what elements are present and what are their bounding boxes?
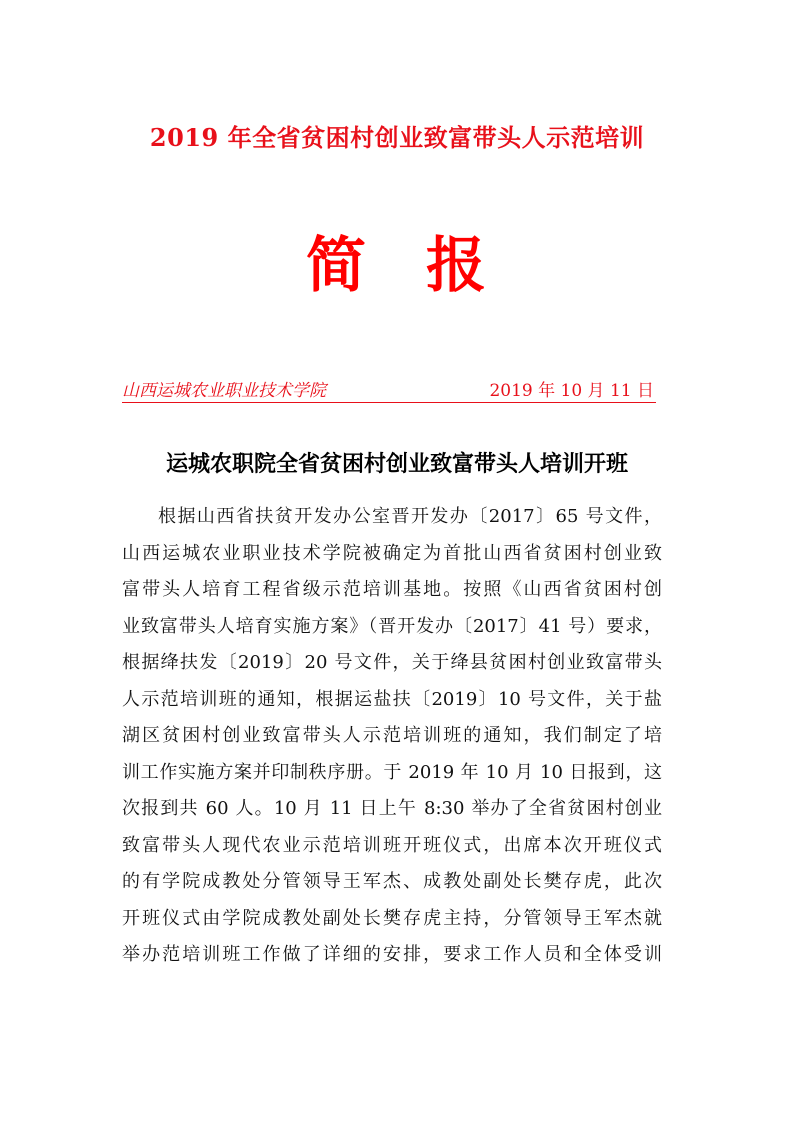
body-line: 根据山西省扶贫开发办公室晋开发办〔2017〕65 号文件，	[158, 506, 662, 527]
issuer-organization: 山西运城农业职业技术学院	[122, 381, 326, 401]
bulletin-char-jian: 简	[306, 231, 368, 301]
body-line: 富带头人培育工程省级示范培训基地。按照《山西省贫困村创	[122, 579, 662, 600]
body-line: 人示范培训班的通知，根据运盐扶〔2019〕10 号文件，关于盐	[122, 688, 662, 710]
body-line: 举办范培训班工作做了详细的安排，要求工作人员和全体受训	[122, 944, 662, 965]
article-body	[122, 499, 662, 974]
body-line: 训工作实施方案并印制秩序册。于 2019 年 10 月 10 日报到，这	[122, 761, 662, 783]
body-line: 湖区贫困村创业致富带头人示范培训班的通知，我们制定了培	[122, 725, 662, 746]
body-line: 次报到共 60 人。10 月 11 日上午 8:30 举办了全省贫困村创业	[122, 798, 662, 819]
body-line: 山西运城农业职业技术学院被确定为首批山西省贫困村创业致	[122, 542, 662, 564]
body-line: 的有学院成教处分管领导王军杰、成教处副处长樊存虎，此次	[122, 871, 662, 892]
bulletin-title	[0, 218, 794, 304]
bulletin-char-bao: 报	[426, 231, 488, 301]
body-line: 根据绛扶发〔2019〕20 号文件，关于绛县贫困村创业致富带头	[122, 652, 662, 673]
issuer-line	[122, 376, 656, 403]
issue-date: 2019 年 10 月 11 日	[489, 381, 654, 401]
article-title: 运城农职院全省贫困村创业致富带头人培训开班	[165, 452, 628, 477]
body-line: 业致富带头人培育实施方案》（晋开发办〔2017〕41 号）要求，	[122, 615, 662, 637]
body-line: 致富带头人现代农业示范培训班开班仪式，出席本次开班仪式	[122, 834, 662, 856]
body-line: 开班仪式由学院成教处副处长樊存虎主持，分管领导王军杰就	[122, 907, 662, 929]
header-title: 2019 年全省贫困村创业致富带头人示范培训	[149, 123, 645, 152]
